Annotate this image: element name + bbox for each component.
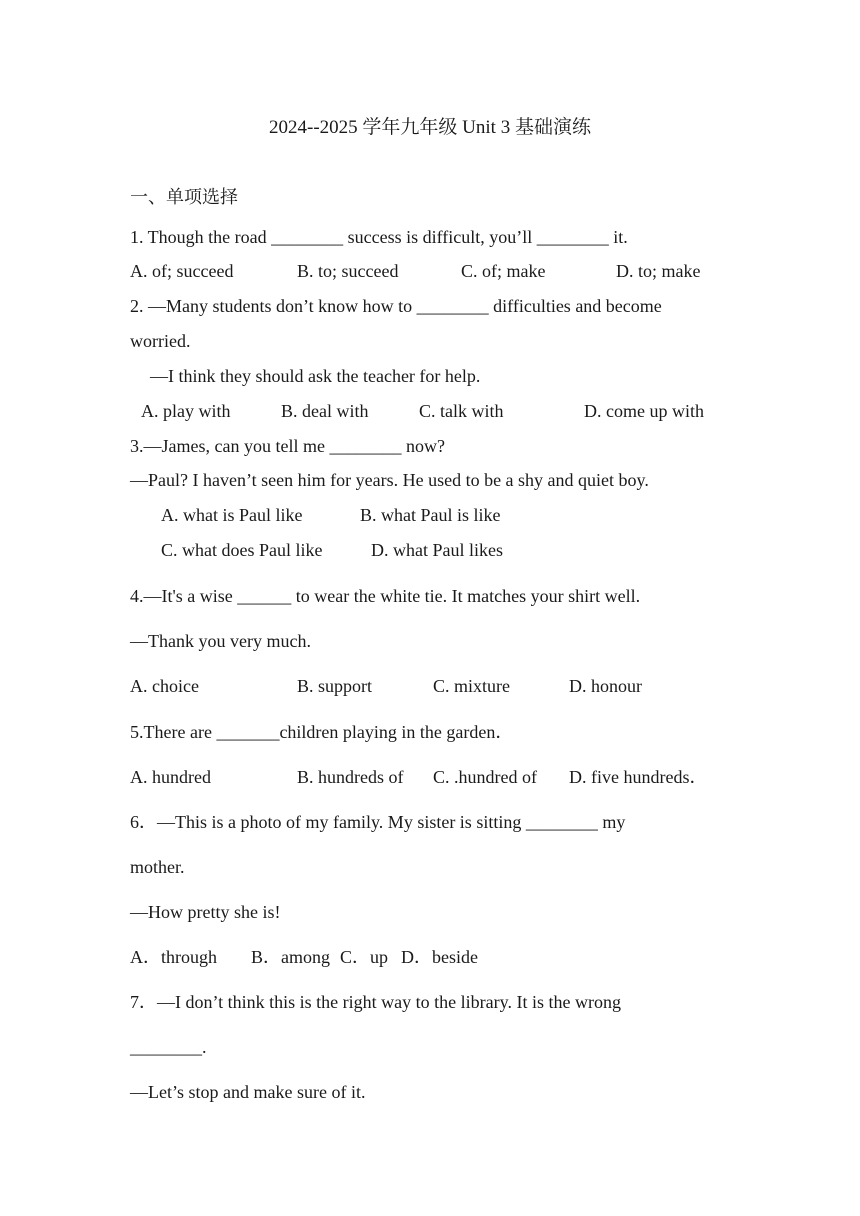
question-5-option-a: A. hundred xyxy=(130,767,211,787)
question-2-option-b: B. deal with xyxy=(281,401,369,421)
question-7-reply: —Let’s stop and make sure of it. xyxy=(130,1082,366,1102)
question-6-option-b: B．among xyxy=(251,947,330,967)
question-2-reply: —I think they should ask the teacher for help. xyxy=(150,366,481,386)
question-6-reply: —How pretty she is! xyxy=(130,902,281,922)
question-1-stem: 1. Though the road ________ success is difficult, you’ll ________ it. xyxy=(130,227,628,247)
question-5-stem: 5.There are _______children playing in the garden． xyxy=(130,722,514,742)
question-1-option-c: C. of; make xyxy=(461,261,546,281)
question-6-option-a: A．through xyxy=(130,947,217,967)
question-7-stem: 7．—I don’t think this is the right way to the library. It is the wrong xyxy=(130,992,621,1012)
question-3-option-d: D. what Paul likes xyxy=(371,540,503,560)
question-4-option-a: A. choice xyxy=(130,676,199,696)
question-4-option-d: D. honour xyxy=(569,676,642,696)
question-3-option-a: A. what is Paul like xyxy=(161,505,303,525)
section-heading: 一、单项选择 xyxy=(130,187,238,207)
question-2-option-c: C. talk with xyxy=(419,401,504,421)
question-1-option-a: A. of; succeed xyxy=(130,261,234,281)
question-3-reply: —Paul? I haven’t seen him for years. He used to be a shy and quiet boy. xyxy=(130,470,649,490)
question-4-stem: 4.—It's a wise ______ to wear the white tie. It matches your shirt well. xyxy=(130,586,641,606)
question-3-option-b: B. what Paul is like xyxy=(360,505,501,525)
question-2-option-a: A. play with xyxy=(141,401,231,421)
document-title: 2024--2025 学年九年级 Unit 3 基础演练 xyxy=(269,117,591,138)
question-4-option-c: C. mixture xyxy=(433,676,510,696)
question-2-stem: 2. —Many students don’t know how to ________ difficulties and become xyxy=(130,296,662,316)
question-1-option-d: D. to; make xyxy=(616,261,701,281)
question-4-reply: —Thank you very much. xyxy=(130,631,311,651)
question-4-option-b: B. support xyxy=(297,676,373,696)
question-1-option-b: B. to; succeed xyxy=(297,261,399,281)
question-6-option-c: C．up xyxy=(340,947,389,967)
question-6-stem: 6．—This is a photo of my family. My sister is sitting ________ my xyxy=(130,812,626,832)
question-6-option-d: D．beside xyxy=(401,947,478,967)
question-2-stem-continued: worried. xyxy=(130,331,191,351)
question-5-option-b: B. hundreds of xyxy=(297,767,404,787)
question-5-option-c: C. .hundred of xyxy=(433,767,537,787)
question-7-stem-continued: ________. xyxy=(130,1037,207,1057)
question-5-option-d: D. five hundreds． xyxy=(569,767,708,787)
question-3-stem: 3.—James, can you tell me ________ now? xyxy=(130,436,445,456)
question-3-option-c: C. what does Paul like xyxy=(161,540,323,560)
question-6-stem-continued: mother. xyxy=(130,857,185,877)
question-2-option-d: D. come up with xyxy=(584,401,704,421)
